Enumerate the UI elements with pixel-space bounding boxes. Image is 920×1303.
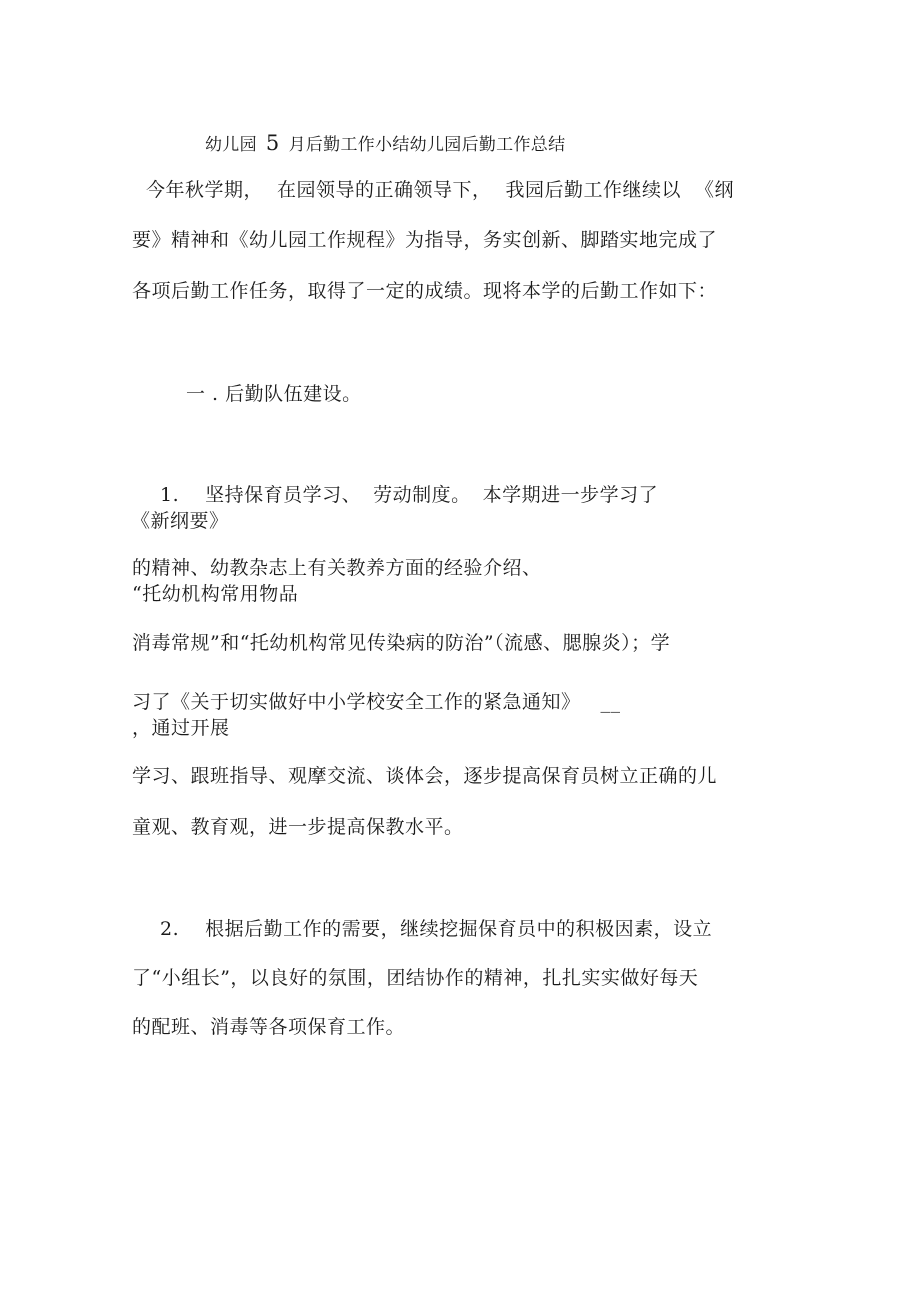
intro-text: 我园后勤工作继续以: [505, 179, 682, 201]
intro-line-3: 各项后勤工作任务，取得了一定的成绩。现将本学的后勤工作如下：: [132, 280, 718, 302]
item1-text: 习了《关于切实做好中小学校安全工作的紧急通知》: [132, 691, 581, 713]
document-title: [205, 131, 565, 157]
item2-line-3: 的配班、消毒等各项保育工作。: [132, 1016, 406, 1038]
item1-line-1-wrap: 《新纲要》: [131, 510, 229, 532]
intro-text: 《纲: [695, 179, 735, 201]
intro-text: 今年秋学期，: [146, 179, 264, 201]
item1-line-2-wrap: “托幼机构常用物品: [132, 583, 299, 605]
item1-number: 1.: [160, 484, 180, 506]
intro-text: 在园领导的正确领导下，: [277, 179, 492, 201]
item1-line-2: 的精神、幼教杂志上有关教养方面的经验介绍、: [132, 557, 542, 579]
item1-line-6: 童观、教育观，进一步提高保教水平。: [132, 816, 464, 838]
blank-underline: __: [600, 691, 621, 713]
title-number: 5: [265, 131, 280, 155]
item2-line-1: [160, 917, 712, 941]
item1-line-5: 学习、跟班指导、观摩交流、谈体会，逐步提高保育员树立正确的儿: [132, 765, 718, 787]
item2-text: 根据后勤工作的需要，继续挖掘保育员中的积极因素，设立: [205, 918, 713, 940]
item1-text: 本学期进一步学习了: [482, 484, 659, 506]
item2-line-2: 了“小组长”，以良好的氛围，团结协作的精神，扎扎实实做好每天: [132, 967, 699, 989]
item1-text: 劳动制度。: [373, 484, 471, 506]
intro-line-1: [146, 178, 734, 202]
intro-line-2: 要》精神和《幼儿园工作规程》为指导，务实创新、脚踏实地完成了: [132, 229, 718, 251]
item1-line-4-wrap: ，通过开展: [132, 717, 230, 739]
title-part2: 月后勤工作小结幼儿园后勤工作总结: [288, 135, 566, 155]
item2-number: 2.: [160, 918, 180, 940]
item1-text: 坚持保育员学习、: [205, 484, 362, 506]
item1-line-4: [132, 690, 621, 714]
section-heading: 一 . 后勤队伍建设。: [186, 383, 362, 405]
item1-line-3: 消毒常规”和“托幼机构常见传染病的防治”（流感、腮腺炎）；学: [132, 632, 671, 654]
title-part1: 幼儿园: [205, 135, 257, 155]
item1-line-1: [160, 483, 658, 507]
